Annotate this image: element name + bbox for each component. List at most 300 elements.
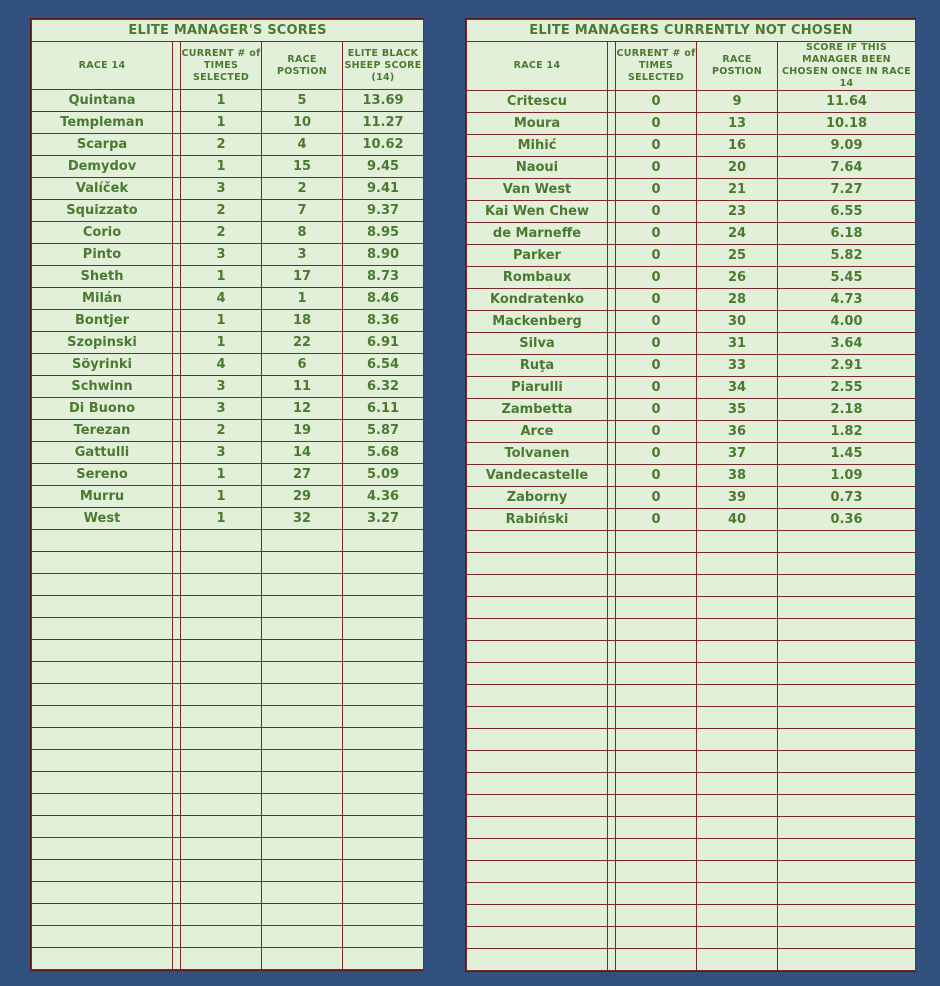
column-spacer bbox=[608, 42, 616, 91]
cell-position: 40 bbox=[697, 509, 778, 531]
cell-selected: 0 bbox=[616, 157, 697, 179]
table-row bbox=[467, 223, 916, 245]
cell-name bbox=[467, 553, 608, 575]
cell-score: 3.27 bbox=[343, 508, 424, 530]
cell-spacer bbox=[173, 222, 181, 244]
cell-position bbox=[697, 949, 778, 971]
empty-row bbox=[32, 816, 424, 838]
cell-score: 6.91 bbox=[343, 332, 424, 354]
empty-row bbox=[467, 531, 916, 553]
empty-row bbox=[467, 751, 916, 773]
cell-name bbox=[467, 883, 608, 905]
cell-selected: 1 bbox=[181, 90, 262, 112]
cell-selected: 0 bbox=[616, 509, 697, 531]
column-header-race: RACE 14 bbox=[32, 42, 173, 90]
cell-score: 11.64 bbox=[778, 91, 916, 113]
column-header-score: SCORE IF THIS MANAGER BEEN CHOSEN ONCE IN RACE 14 bbox=[778, 42, 916, 91]
table-row bbox=[32, 112, 424, 134]
cell-score bbox=[343, 882, 424, 904]
cell-selected bbox=[181, 640, 262, 662]
cell-spacer bbox=[608, 267, 616, 289]
cell-spacer bbox=[608, 729, 616, 751]
cell-position: 24 bbox=[697, 223, 778, 245]
cell-name: Piarulli bbox=[467, 377, 608, 399]
cell-position: 10 bbox=[262, 112, 343, 134]
cell-name: Sheth bbox=[32, 266, 173, 288]
cell-position bbox=[697, 883, 778, 905]
cell-score bbox=[778, 575, 916, 597]
cell-name bbox=[467, 641, 608, 663]
cell-spacer bbox=[608, 641, 616, 663]
cell-name: Silva bbox=[467, 333, 608, 355]
cell-spacer bbox=[608, 245, 616, 267]
cell-score: 6.32 bbox=[343, 376, 424, 398]
cell-name bbox=[467, 619, 608, 641]
cell-selected: 0 bbox=[616, 179, 697, 201]
cell-name: Scarpa bbox=[32, 134, 173, 156]
cell-name: Schwinn bbox=[32, 376, 173, 398]
cell-selected bbox=[616, 839, 697, 861]
cell-spacer bbox=[173, 574, 181, 596]
table-row bbox=[32, 398, 424, 420]
empty-row bbox=[32, 728, 424, 750]
cell-spacer bbox=[173, 640, 181, 662]
cell-spacer bbox=[608, 817, 616, 839]
cell-selected: 1 bbox=[181, 508, 262, 530]
cell-score: 7.27 bbox=[778, 179, 916, 201]
cell-selected bbox=[181, 574, 262, 596]
column-header-selected: CURRENT # of TIMES SELECTED bbox=[616, 42, 697, 91]
cell-position: 13 bbox=[697, 113, 778, 135]
table-row bbox=[32, 310, 424, 332]
cell-name: Critescu bbox=[467, 91, 608, 113]
cell-position: 3 bbox=[262, 244, 343, 266]
cell-spacer bbox=[173, 772, 181, 794]
cell-name bbox=[467, 531, 608, 553]
cell-spacer bbox=[608, 949, 616, 971]
cell-score: 10.62 bbox=[343, 134, 424, 156]
cell-selected bbox=[181, 882, 262, 904]
cell-score: 9.09 bbox=[778, 135, 916, 157]
cell-spacer bbox=[608, 179, 616, 201]
cell-score bbox=[778, 685, 916, 707]
cell-score bbox=[343, 618, 424, 640]
cell-name: Zaborny bbox=[467, 487, 608, 509]
cell-spacer bbox=[608, 223, 616, 245]
cell-name: Söyrinki bbox=[32, 354, 173, 376]
cell-selected bbox=[181, 772, 262, 794]
cell-score bbox=[343, 838, 424, 860]
empty-row bbox=[467, 729, 916, 751]
cell-name: Corio bbox=[32, 222, 173, 244]
table-row bbox=[467, 509, 916, 531]
cell-position: 32 bbox=[262, 508, 343, 530]
cell-spacer bbox=[608, 157, 616, 179]
cell-selected bbox=[181, 552, 262, 574]
cell-selected bbox=[616, 707, 697, 729]
cell-name: Arce bbox=[467, 421, 608, 443]
cell-spacer bbox=[608, 553, 616, 575]
cell-name: Milán bbox=[32, 288, 173, 310]
cell-name bbox=[32, 838, 173, 860]
cell-spacer bbox=[173, 288, 181, 310]
empty-row bbox=[32, 552, 424, 574]
cell-name: Moura bbox=[467, 113, 608, 135]
empty-row bbox=[32, 750, 424, 772]
cell-spacer bbox=[608, 773, 616, 795]
cell-position bbox=[697, 575, 778, 597]
cell-spacer bbox=[608, 201, 616, 223]
cell-selected: 3 bbox=[181, 376, 262, 398]
cell-selected bbox=[181, 750, 262, 772]
cell-position: 1 bbox=[262, 288, 343, 310]
cell-score: 1.82 bbox=[778, 421, 916, 443]
cell-score bbox=[778, 949, 916, 971]
cell-position: 28 bbox=[697, 289, 778, 311]
empty-row bbox=[467, 663, 916, 685]
cell-spacer bbox=[173, 948, 181, 970]
cell-name bbox=[32, 728, 173, 750]
cell-score bbox=[343, 926, 424, 948]
table-row bbox=[32, 266, 424, 288]
empty-row bbox=[32, 662, 424, 684]
cell-score: 5.68 bbox=[343, 442, 424, 464]
cell-name bbox=[467, 839, 608, 861]
cell-score: 9.45 bbox=[343, 156, 424, 178]
empty-row bbox=[467, 773, 916, 795]
column-header-selected: CURRENT # of TIMES SELECTED bbox=[181, 42, 262, 90]
cell-name bbox=[467, 707, 608, 729]
cell-name: Parker bbox=[467, 245, 608, 267]
cell-score: 6.55 bbox=[778, 201, 916, 223]
cell-score: 4.00 bbox=[778, 311, 916, 333]
cell-name: Mihić bbox=[467, 135, 608, 157]
cell-spacer bbox=[173, 354, 181, 376]
cell-selected: 1 bbox=[181, 486, 262, 508]
cell-selected bbox=[616, 927, 697, 949]
cell-selected bbox=[616, 861, 697, 883]
elite-manager-scores-table bbox=[31, 19, 424, 970]
cell-spacer bbox=[173, 838, 181, 860]
cell-score: 8.46 bbox=[343, 288, 424, 310]
cell-spacer bbox=[173, 508, 181, 530]
cell-selected bbox=[181, 618, 262, 640]
cell-score: 5.09 bbox=[343, 464, 424, 486]
table-row bbox=[32, 508, 424, 530]
cell-score: 5.82 bbox=[778, 245, 916, 267]
cell-spacer bbox=[173, 442, 181, 464]
cell-name bbox=[32, 882, 173, 904]
cell-score bbox=[778, 927, 916, 949]
cell-selected: 4 bbox=[181, 288, 262, 310]
empty-row bbox=[467, 883, 916, 905]
cell-position: 39 bbox=[697, 487, 778, 509]
cell-score: 9.37 bbox=[343, 200, 424, 222]
cell-position bbox=[697, 817, 778, 839]
cell-score: 4.73 bbox=[778, 289, 916, 311]
cell-selected bbox=[616, 795, 697, 817]
cell-selected bbox=[181, 904, 262, 926]
cell-selected: 0 bbox=[616, 223, 697, 245]
cell-position: 6 bbox=[262, 354, 343, 376]
cell-score: 5.87 bbox=[343, 420, 424, 442]
cell-spacer bbox=[173, 244, 181, 266]
cell-score bbox=[778, 663, 916, 685]
cell-position bbox=[697, 531, 778, 553]
cell-score bbox=[778, 729, 916, 751]
cell-selected: 0 bbox=[616, 135, 697, 157]
cell-position: 30 bbox=[697, 311, 778, 333]
empty-row bbox=[467, 641, 916, 663]
cell-position: 21 bbox=[697, 179, 778, 201]
cell-position bbox=[262, 926, 343, 948]
cell-selected bbox=[616, 575, 697, 597]
cell-position bbox=[697, 751, 778, 773]
cell-name bbox=[32, 574, 173, 596]
cell-name bbox=[32, 794, 173, 816]
cell-score bbox=[343, 816, 424, 838]
cell-spacer bbox=[608, 883, 616, 905]
table-row bbox=[32, 200, 424, 222]
cell-spacer bbox=[608, 289, 616, 311]
cell-score: 2.91 bbox=[778, 355, 916, 377]
empty-row bbox=[32, 530, 424, 552]
cell-score bbox=[343, 706, 424, 728]
cell-spacer bbox=[173, 816, 181, 838]
cell-selected: 2 bbox=[181, 134, 262, 156]
cell-score bbox=[343, 640, 424, 662]
cell-selected: 2 bbox=[181, 200, 262, 222]
cell-score: 6.54 bbox=[343, 354, 424, 376]
cell-spacer bbox=[173, 156, 181, 178]
cell-spacer bbox=[608, 443, 616, 465]
cell-selected: 0 bbox=[616, 245, 697, 267]
table-row bbox=[32, 354, 424, 376]
cell-name bbox=[32, 860, 173, 882]
cell-selected bbox=[181, 662, 262, 684]
cell-name: Tolvanen bbox=[467, 443, 608, 465]
cell-position: 25 bbox=[697, 245, 778, 267]
table-row bbox=[467, 311, 916, 333]
table-row bbox=[32, 442, 424, 464]
empty-row bbox=[467, 949, 916, 971]
cell-selected bbox=[616, 531, 697, 553]
cell-spacer bbox=[608, 333, 616, 355]
cell-score bbox=[343, 596, 424, 618]
cell-position bbox=[262, 662, 343, 684]
cell-selected: 0 bbox=[616, 399, 697, 421]
cell-score bbox=[343, 662, 424, 684]
cell-position: 7 bbox=[262, 200, 343, 222]
cell-name bbox=[467, 949, 608, 971]
cell-position: 38 bbox=[697, 465, 778, 487]
cell-selected bbox=[181, 794, 262, 816]
table-row bbox=[467, 113, 916, 135]
cell-score bbox=[343, 574, 424, 596]
empty-row bbox=[32, 838, 424, 860]
cell-position: 29 bbox=[262, 486, 343, 508]
cell-selected bbox=[181, 838, 262, 860]
empty-row bbox=[32, 948, 424, 970]
cell-spacer bbox=[173, 266, 181, 288]
table-row bbox=[467, 91, 916, 113]
cell-name: Van West bbox=[467, 179, 608, 201]
cell-name: Ruţa bbox=[467, 355, 608, 377]
cell-position bbox=[262, 794, 343, 816]
empty-row bbox=[32, 794, 424, 816]
cell-score bbox=[778, 597, 916, 619]
cell-selected: 1 bbox=[181, 156, 262, 178]
cell-name: Pinto bbox=[32, 244, 173, 266]
table-row bbox=[467, 135, 916, 157]
cell-spacer bbox=[608, 597, 616, 619]
cell-name bbox=[467, 905, 608, 927]
cell-score: 1.09 bbox=[778, 465, 916, 487]
cell-position: 26 bbox=[697, 267, 778, 289]
cell-position bbox=[697, 729, 778, 751]
cell-score bbox=[778, 641, 916, 663]
cell-name: Bontjer bbox=[32, 310, 173, 332]
cell-position bbox=[262, 706, 343, 728]
table-row bbox=[32, 178, 424, 200]
cell-selected bbox=[181, 706, 262, 728]
cell-spacer bbox=[173, 134, 181, 156]
cell-spacer bbox=[173, 794, 181, 816]
cell-spacer bbox=[173, 530, 181, 552]
cell-spacer bbox=[173, 376, 181, 398]
cell-score: 2.18 bbox=[778, 399, 916, 421]
cell-selected: 1 bbox=[181, 310, 262, 332]
table-row bbox=[467, 443, 916, 465]
cell-spacer bbox=[608, 795, 616, 817]
cell-score: 8.73 bbox=[343, 266, 424, 288]
table-row bbox=[467, 201, 916, 223]
cell-position bbox=[262, 904, 343, 926]
cell-selected bbox=[616, 817, 697, 839]
cell-score: 9.41 bbox=[343, 178, 424, 200]
cell-name bbox=[32, 750, 173, 772]
cell-selected bbox=[181, 948, 262, 970]
empty-row bbox=[32, 904, 424, 926]
cell-position: 33 bbox=[697, 355, 778, 377]
cell-name bbox=[32, 662, 173, 684]
table-row bbox=[32, 134, 424, 156]
cell-position: 14 bbox=[262, 442, 343, 464]
cell-spacer bbox=[173, 112, 181, 134]
cell-score bbox=[343, 904, 424, 926]
cell-spacer bbox=[608, 575, 616, 597]
cell-spacer bbox=[173, 596, 181, 618]
cell-spacer bbox=[608, 685, 616, 707]
cell-selected: 0 bbox=[616, 333, 697, 355]
cell-name: Sereno bbox=[32, 464, 173, 486]
cell-selected: 0 bbox=[616, 311, 697, 333]
cell-spacer bbox=[173, 750, 181, 772]
cell-selected bbox=[616, 905, 697, 927]
cell-selected: 3 bbox=[181, 244, 262, 266]
cell-position bbox=[262, 596, 343, 618]
cell-position bbox=[697, 839, 778, 861]
cell-selected bbox=[616, 729, 697, 751]
cell-position bbox=[262, 772, 343, 794]
table-row bbox=[467, 157, 916, 179]
cell-spacer bbox=[173, 662, 181, 684]
cell-score: 5.45 bbox=[778, 267, 916, 289]
cell-score: 4.36 bbox=[343, 486, 424, 508]
cell-position: 35 bbox=[697, 399, 778, 421]
cell-spacer bbox=[608, 839, 616, 861]
cell-spacer bbox=[608, 509, 616, 531]
cell-score bbox=[778, 553, 916, 575]
cell-position bbox=[262, 618, 343, 640]
empty-row bbox=[467, 597, 916, 619]
cell-score: 0.36 bbox=[778, 509, 916, 531]
column-spacer bbox=[173, 42, 181, 90]
cell-position: 31 bbox=[697, 333, 778, 355]
cell-spacer bbox=[608, 421, 616, 443]
cell-position bbox=[697, 663, 778, 685]
cell-spacer bbox=[608, 531, 616, 553]
cell-spacer bbox=[608, 113, 616, 135]
cell-selected: 0 bbox=[616, 421, 697, 443]
cell-spacer bbox=[608, 399, 616, 421]
cell-selected bbox=[616, 553, 697, 575]
cell-position bbox=[697, 707, 778, 729]
cell-selected: 1 bbox=[181, 332, 262, 354]
cell-position: 5 bbox=[262, 90, 343, 112]
table-row bbox=[467, 333, 916, 355]
cell-spacer bbox=[608, 927, 616, 949]
cell-position: 2 bbox=[262, 178, 343, 200]
table-row bbox=[467, 267, 916, 289]
cell-position: 18 bbox=[262, 310, 343, 332]
cell-score: 8.90 bbox=[343, 244, 424, 266]
cell-score bbox=[343, 794, 424, 816]
cell-score bbox=[778, 795, 916, 817]
cell-selected: 0 bbox=[616, 201, 697, 223]
cell-score bbox=[778, 531, 916, 553]
empty-row bbox=[32, 882, 424, 904]
cell-position bbox=[697, 861, 778, 883]
cell-position: 9 bbox=[697, 91, 778, 113]
cell-position: 19 bbox=[262, 420, 343, 442]
cell-position: 15 bbox=[262, 156, 343, 178]
cell-name: Vandecastelle bbox=[467, 465, 608, 487]
cell-score: 6.18 bbox=[778, 223, 916, 245]
cell-position bbox=[262, 728, 343, 750]
cell-spacer bbox=[608, 861, 616, 883]
table-row bbox=[467, 289, 916, 311]
cell-score: 3.64 bbox=[778, 333, 916, 355]
cell-selected: 0 bbox=[616, 267, 697, 289]
cell-spacer bbox=[173, 618, 181, 640]
cell-score bbox=[343, 728, 424, 750]
cell-score: 0.73 bbox=[778, 487, 916, 509]
elite-manager-scores-panel bbox=[30, 18, 424, 971]
cell-spacer bbox=[608, 663, 616, 685]
cell-name bbox=[467, 685, 608, 707]
cell-position bbox=[697, 773, 778, 795]
cell-selected: 3 bbox=[181, 442, 262, 464]
empty-row bbox=[32, 640, 424, 662]
cell-name: Rombaux bbox=[467, 267, 608, 289]
cell-spacer bbox=[608, 487, 616, 509]
cell-spacer bbox=[608, 135, 616, 157]
cell-position bbox=[262, 882, 343, 904]
table-body bbox=[32, 90, 424, 970]
cell-selected bbox=[181, 860, 262, 882]
cell-name bbox=[32, 904, 173, 926]
